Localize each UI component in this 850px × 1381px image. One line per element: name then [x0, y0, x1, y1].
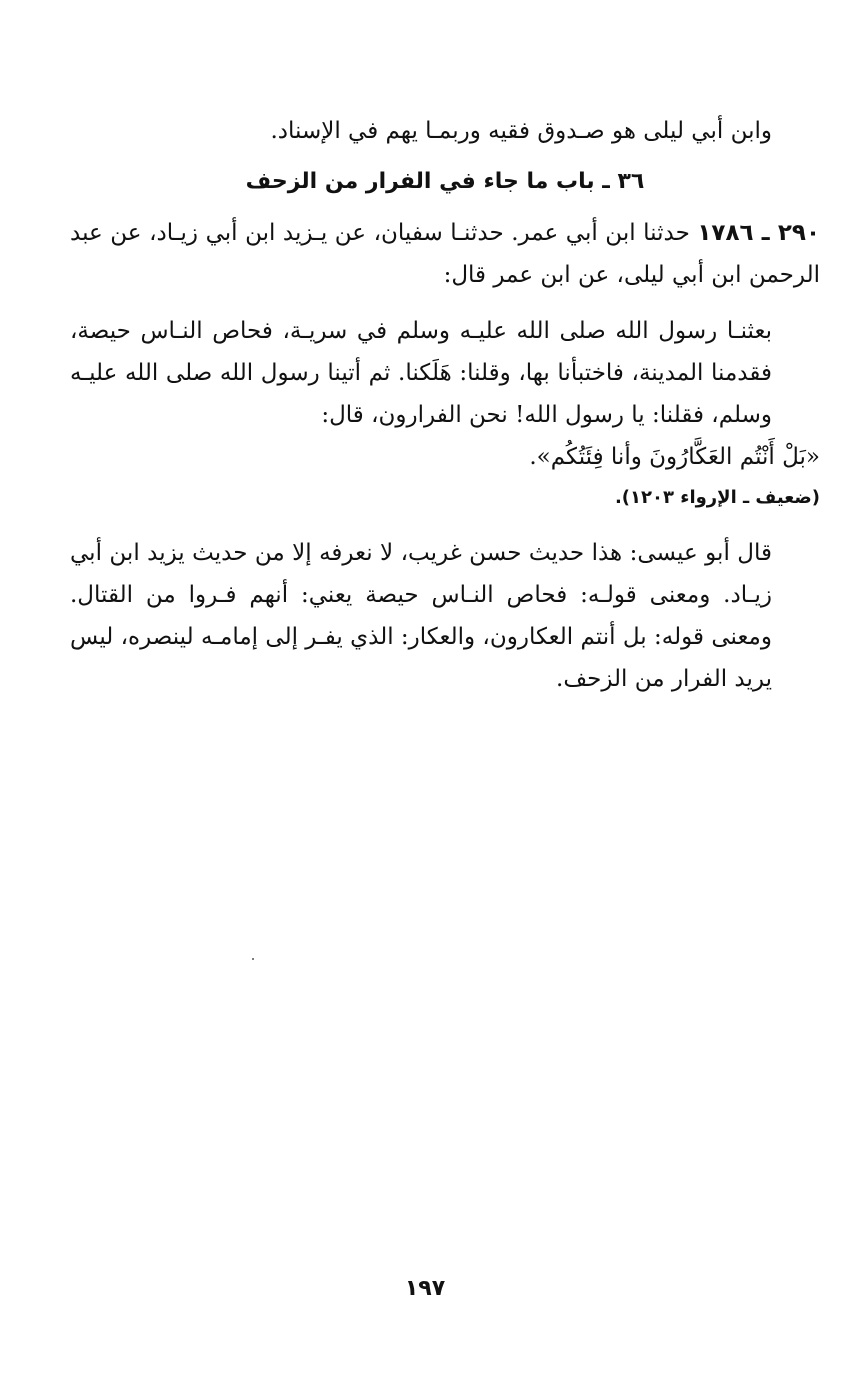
intro-line: وابن أبي ليلى هو صـدوق فقيه وربمـا يهم في الإسناد. — [270, 118, 772, 144]
hadith-isnad — [70, 212, 820, 296]
speck — [252, 958, 254, 960]
hadith-number: ٢٩٠ ـ ١٧٨٦ — [697, 220, 821, 246]
chapter-heading: ٣٦ ـ باب ما جاء في الفرار من الزحف — [245, 169, 645, 194]
page-number: ١٩٧ — [404, 1276, 446, 1301]
commentary: قال أبو عيسى: هذا حديث حسن غريب، لا نعرفه إلا من حديث يزيد ابن أبي زيـاد. ومعنى قولـه: فحاص النـاس حيصة يعني: أنهم فـروا من القتال. ومعنى قوله: بل أنتم العكارون، والعكار: الذي يفـر إلى إمامـه لينصره، ليس يريد الفرار من الزحف. — [70, 540, 772, 692]
page-body — [70, 110, 820, 700]
hadith-quote: «بَلْ أَنْتُم العَكَّارُونَ وأنا فِئَتُكُم». — [529, 444, 820, 470]
isnad-line-2: عن عبد الرحمن ابن أبي ليلى، عن ابن عمر قال: — [70, 220, 820, 288]
isnad-line-1: حدثنا ابن أبي عمر. حدثنـا سفيان، عن يـزيد ابن أبي زيـاد، — [149, 220, 690, 246]
hadith-grading: (ضعيف ـ الإرواء ١٢٠٣). — [614, 487, 820, 508]
hadith-matn: بعثنـا رسول الله صلى الله عليـه وسلم في سريـة، فحاص النـاس حيصة، فقدمنا المدينة، فاختبأنا بها، وقلنا: هَلَكنا. ثم أتينا رسول الله صلى الله عليـه وسلم، فقلنا: يا رسول الله! نحن الفرارون، قال: — [70, 318, 772, 428]
